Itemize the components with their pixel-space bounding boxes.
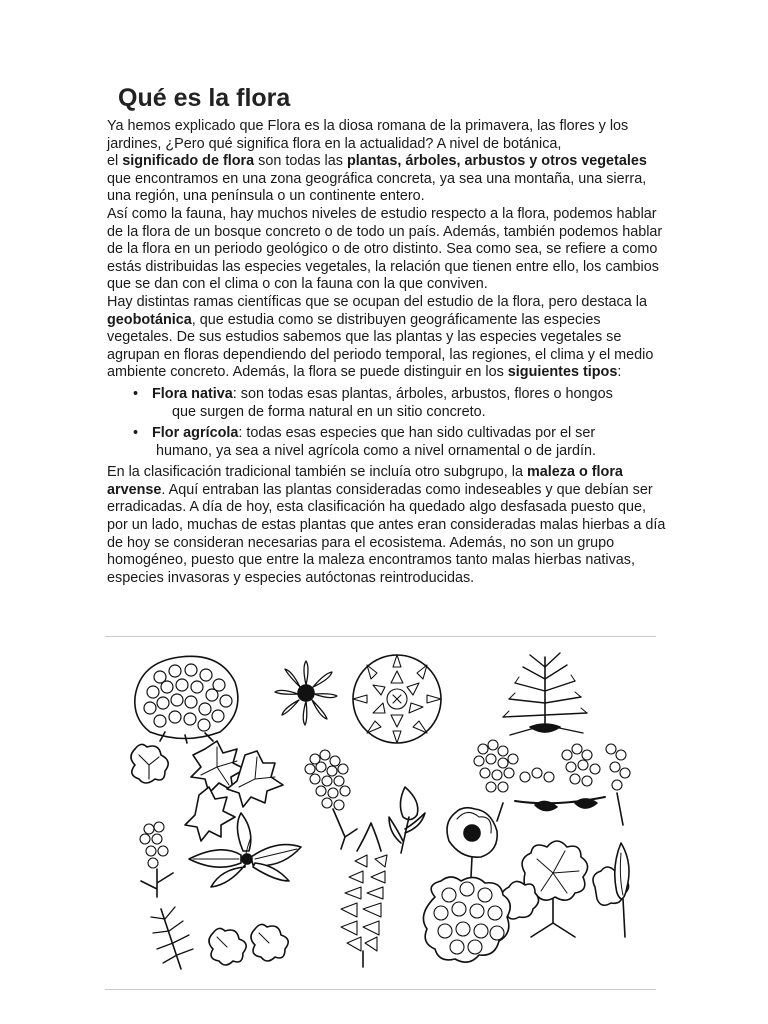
list-item-agricultural-flora xyxy=(107,425,669,460)
flora-meaning-term: significado de flora xyxy=(122,153,255,170)
tulip-bud-icon xyxy=(389,787,425,853)
fern-plant-icon xyxy=(503,653,587,735)
flora-illustration xyxy=(105,636,656,990)
intro-paragraph xyxy=(107,118,669,206)
list-item-text: : son todas esas plantas, árboles, arbustos, flores o hongos xyxy=(232,385,613,402)
bullet-icon: • xyxy=(133,385,139,402)
parsley-leaves-icon xyxy=(502,841,629,937)
fern-frond-icon xyxy=(151,907,193,969)
list-item-text: humano, ya sea a nivel agrícola como a nivel ornamental o de jardín. xyxy=(156,442,596,459)
intro-text: que encontramos en una zona geográfica concreta, ya sea una montaña, una sierra, una región, una península o un continente entero. xyxy=(107,170,647,205)
weeds-text: . Aquí entraban las plantas consideradas como indeseables y que debían ser erradicadas. A día de hoy, esta clasificación ha quedado algo desfasada puesto que, por un lado, muchas de estas plantas que antes eran consideradas malas hierbas a día de hoy se consideran necesarias para el ecosistema. Además, no son un grupo homogéneo, puesto que entre la maleza encontramos tanto malas hierbas nativas, especies invasoras y especies autóctonas reintroducidas. xyxy=(107,481,666,586)
bullet-icon: • xyxy=(133,425,139,442)
intro-text: son todas las xyxy=(254,153,347,170)
list-item-text: : todas esas especies que han sido cultivadas por el ser xyxy=(238,425,596,442)
weeds-text: En la clasificación tradicional también se incluía otro subgrupo, la xyxy=(107,464,527,481)
lupine-spike-icon xyxy=(341,823,387,967)
maple-leaves-icon xyxy=(185,741,283,841)
list-item-native-flora xyxy=(107,386,669,421)
lilac-branch-icon xyxy=(474,740,630,825)
article-body xyxy=(107,118,669,587)
daisy-flower-icon xyxy=(275,661,337,725)
page-title: Qué es la flora xyxy=(118,84,291,112)
native-flora-term: Flora nativa xyxy=(152,385,233,402)
fauna-comparison-paragraph: Así como la fauna, hay muchos niveles de estudio respecto a la flora, podemos hablar de la flora de un bosque concreto o de todo un país. Además, también podemos hablar de la flora en un periodo geológico o de otro distinto. Sea como sea, se refiere a como estás distribuidas las especies vegetales, la relación que tienen entre ello, los cambios que se dan con el clima o con la fauna con la que conviven. xyxy=(107,205,663,293)
types-term: siguientes tipos xyxy=(507,364,618,381)
branches-text: : xyxy=(617,364,622,381)
plants-term: plantas, árboles, arbustos y otros vegetales xyxy=(346,153,647,170)
poppy-flower-icon xyxy=(447,808,497,877)
intro-sentence: Ya hemos explicado que Flora es la diosa romana de la primavera, las flores y los jardines, ¿Pero qué significa flora en la actualidad? A nivel de botánica, xyxy=(107,118,629,152)
ivy-leaves-pair-icon xyxy=(209,924,288,965)
dahlia-flower-icon xyxy=(353,655,441,743)
weeds-paragraph xyxy=(107,464,669,587)
flora-types-list xyxy=(107,386,669,460)
geobotany-term: geobotánica xyxy=(107,311,192,328)
lily-bud-icon xyxy=(615,843,629,937)
pansy-cluster-icon xyxy=(423,877,510,962)
lilac-blossom-icon xyxy=(305,750,357,849)
agricultural-flora-term: Flor agrícola xyxy=(152,425,239,442)
hydrangea-shrub-icon xyxy=(135,656,238,743)
hyacinth-icon xyxy=(140,822,173,897)
weeds-term: maleza o flora arvense xyxy=(107,464,623,498)
list-item-text: que surgen de forma natural en un sitio concreto. xyxy=(172,403,486,420)
intro-text: el xyxy=(107,153,123,170)
branches-text: , que estudia como se distribuyen geográficamente las especies vegetales. De sus estudios sabemos que las plantas y las especies vegetales se agrupan en floras dependiendo del periodo temporal, las regiones, el clima y el medio ambiente concreto. Además, la flora se puede distinguir en los xyxy=(107,311,654,381)
branches-text: Hay distintas ramas científicas que se ocupan del estudio de la flora, pero destaca la xyxy=(107,293,647,310)
ivy-leaf-icon xyxy=(131,744,168,783)
branches-paragraph xyxy=(107,294,669,382)
flora-drawing xyxy=(105,637,656,989)
